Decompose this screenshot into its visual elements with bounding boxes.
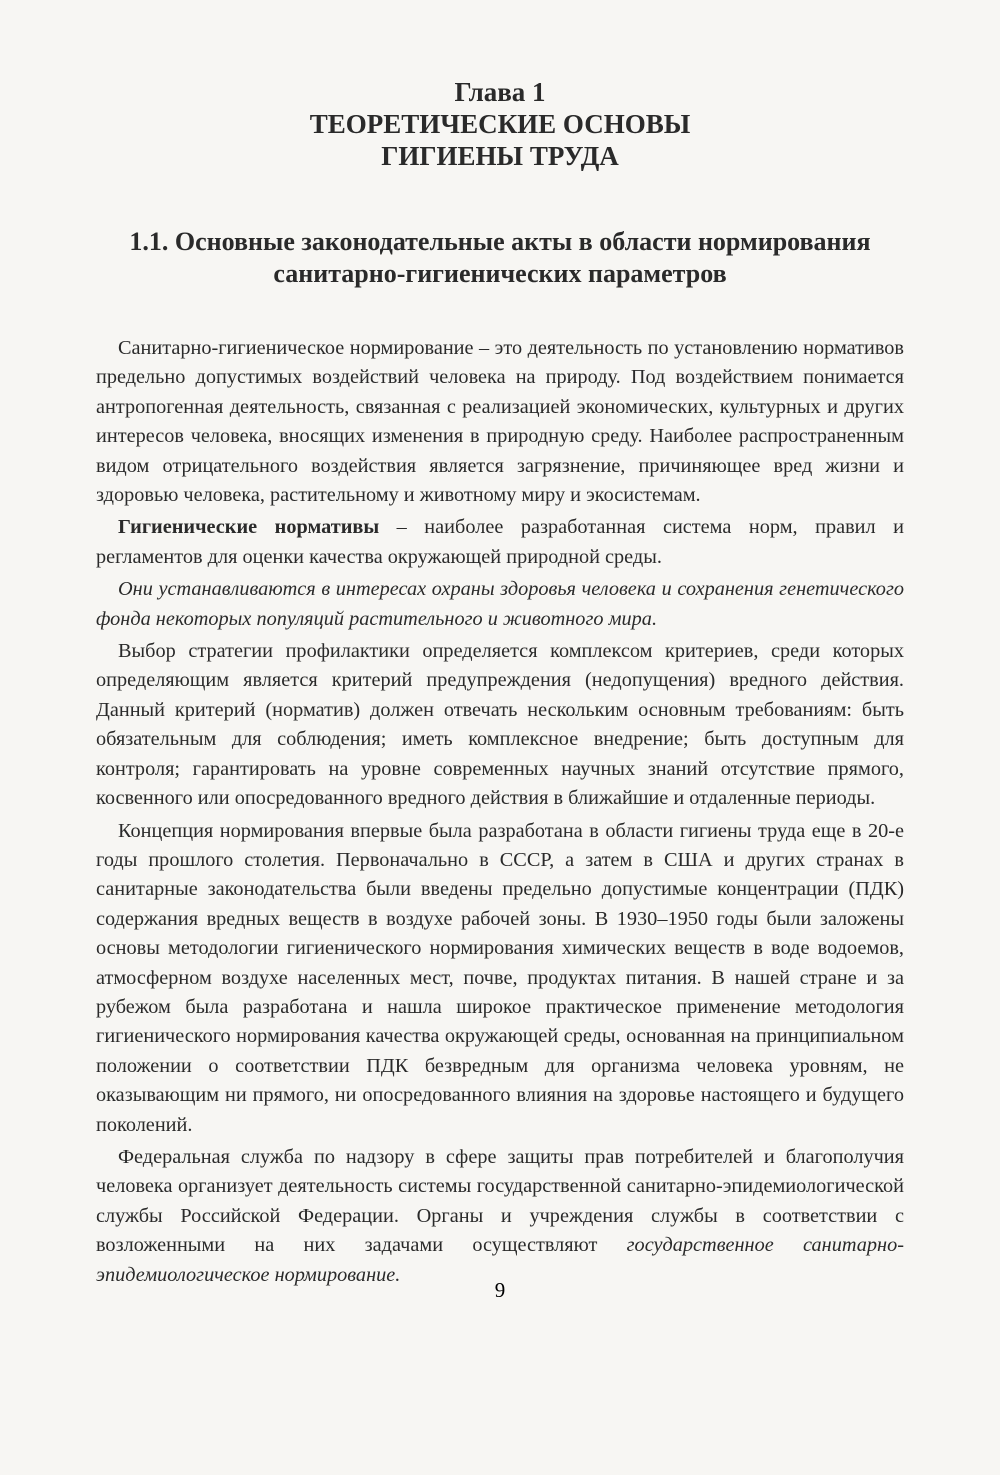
paragraph-definition: Санитарно-гигиеническое нормирование – это деятельность по установлению нормативов предельно допустимых воздействий человека на природу. Под воздействием понимается антропогенная деятельность, связанная с реализацией экономических, культурных и других интересов человека, вносящих изменения в природную среду. Наиболее распространенным видом отрицательного воздействия является загрязнение, причиняющее вред жизни и здоровью человека, растительному и животному миру и экосистемам. xyxy=(96,337,904,507)
paragraph-concept: Концепция нормирования впервые была разработана в области гигиены труда еще в 20-е годы прошлого столетия. Первоначально в СССР, а затем в США и других странах в санитарные законодательства были введены предельно допустимые концентрации (ПДК) содержания вредных веществ в воздухе рабочей зоны. В 1930–1950 годы были заложены основы методологии гигиенического нормирования химических веществ в воде водоемов, атмосферном воздухе населенных мест, почве, продуктах питания. В нашей стране и за рубежом была разработана и нашла широкое практическое применение методология гигиенического нормирования качества окружающей среды, основанная на принципиальном положении о соответствии ПДК безвредным для организма человека уровням, не оказывающим ни прямого, ни опосредованного влияния на здоровье настоящего и будущего поколений. xyxy=(96,819,904,1136)
paragraph-italic-purpose: Они устанавливаются в интересах охраны здоровья человека и сохранения генетического фонда некоторых популяций растительного и животного мира. xyxy=(96,578,904,630)
page-number: 9 xyxy=(494,1278,506,1302)
chapter-title-line-1: ТЕОРЕТИЧЕСКИЕ ОСНОВЫ xyxy=(309,109,691,139)
paragraph-federal-service-text: Федеральная служба по надзору в сфере защиты прав потребителей и благополучия человека организует деятельность системы государственной санитарно-эпидемиологической службы Российской Федерации. Органы и учреждения службы в соответствии с возложенными на них задачами осуществляют xyxy=(96,1145,904,1257)
section-heading xyxy=(96,226,904,290)
section-title-line-1: 1.1. Основные законодательные акты в области нормирования xyxy=(129,227,871,256)
paragraph-hygienic-norms xyxy=(96,513,904,572)
chapter-title-line-2: ГИГИЕНЫ ТРУДА xyxy=(381,141,619,171)
paragraph-strategy: Выбор стратегии профилактики определяется комплексом критериев, среди которых определяющим является критерий предупреждения (недопущения) вредного действия. Данный критерий (норматив) должен отвечать нескольким основным требованиям: быть обязательным для соблюдения; иметь комплексное внедрение; быть доступным для контроля; гарантировать на уровне современных научных знаний отсутствие прямого, косвенного или опосредованного вредного действия в ближайшие и отдаленные периоды. xyxy=(96,640,904,810)
chapter-heading xyxy=(96,76,904,172)
paragraph-hygienic-norms-text: – наиболее разработанная система норм, правил и регламентов для оценки качества окружающей природной среды. xyxy=(96,516,904,568)
section-title-line-2: санитарно-гигиенических параметров xyxy=(273,259,727,288)
paragraph-federal-service xyxy=(96,1143,904,1290)
chapter-label: Глава 1 xyxy=(454,77,546,107)
paragraph-federal-service-italic: государственное санитарно-эпидемиологическое нормирование. xyxy=(96,1234,904,1286)
term-hygienic-norms: Гигиенические нормативы xyxy=(118,516,380,539)
